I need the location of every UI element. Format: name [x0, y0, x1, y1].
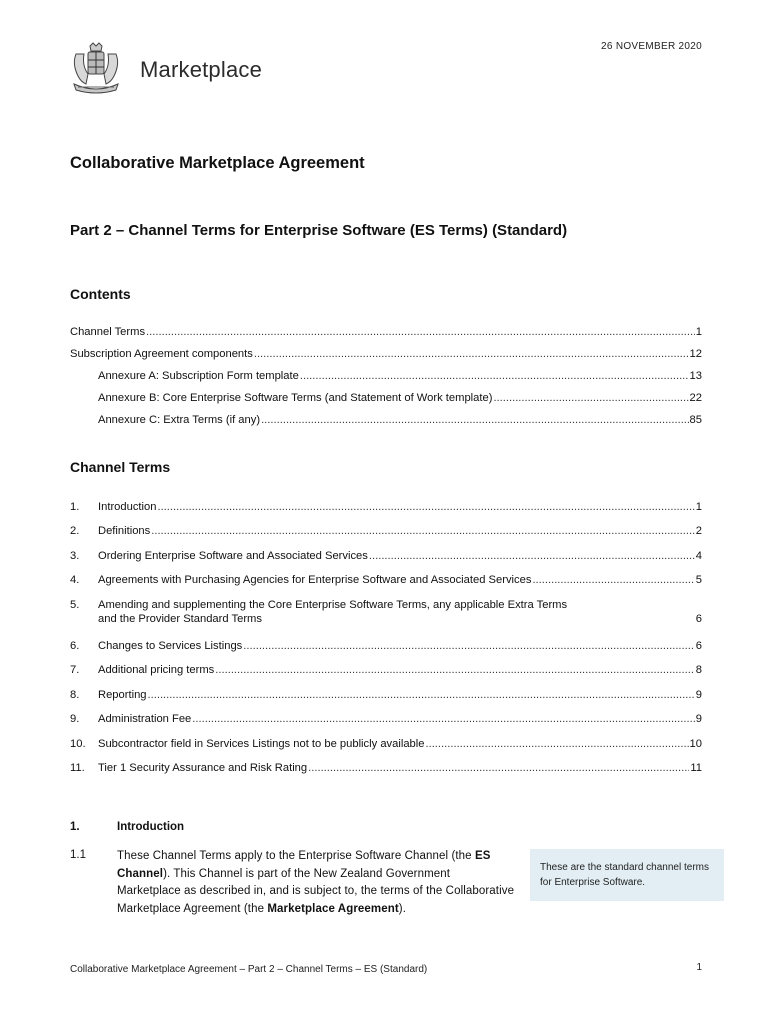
toc-entry-page: 11 [690, 762, 702, 774]
toc-entry-page: 12 [689, 348, 702, 360]
toc-entry[interactable] [70, 640, 702, 656]
toc-leader [148, 689, 695, 701]
toc-entry-label: Ordering Enterprise Software and Associated Services [98, 550, 368, 562]
nz-coat-of-arms-icon [68, 40, 124, 96]
paragraph-text-run: ). This Channel is part of the New Zealand Government Marketplace as described in, and is subject to, the terms of the Collaborative Marketplace Agreement (the [117, 867, 515, 915]
toc-leader [243, 640, 694, 652]
margin-note: These are the standard channel terms for Enterprise Software. [530, 849, 724, 901]
toc-entry[interactable] [98, 392, 702, 408]
toc-entry-page: 2 [695, 525, 702, 537]
toc-entry-label: Administration Fee [98, 713, 192, 725]
marketplace-logo [68, 40, 262, 96]
toc-entry-page: 22 [689, 392, 702, 404]
toc-entry[interactable] [70, 664, 702, 680]
toc-entry-page: 6 [695, 613, 702, 625]
toc-leader [261, 414, 688, 426]
toc-leader [254, 348, 689, 360]
toc-entry-number: 6. [70, 640, 80, 652]
toc-leader [425, 738, 688, 750]
toc-entry-label: Subcontractor field in Services Listings not to be publicly available [98, 738, 425, 750]
contents-heading: Contents [70, 286, 131, 302]
toc-entry-page: 9 [695, 689, 702, 701]
toc-entry-page: 10 [689, 738, 702, 750]
toc-entry[interactable] [70, 599, 702, 625]
toc-entry-page: 1 [695, 326, 702, 338]
toc-entry-label: Annexure B: Core Enterprise Software Terms (and Statement of Work template) [98, 392, 493, 404]
toc-entry-number: 7. [70, 664, 80, 676]
toc-leader [532, 574, 694, 586]
channel-terms-heading: Channel Terms [70, 459, 171, 475]
footer-page-number: 1 [696, 962, 702, 973]
toc-leader [300, 370, 689, 382]
toc-entry-label: Reporting [98, 689, 147, 701]
section-number: 1. [70, 821, 80, 833]
toc-entry[interactable] [70, 525, 702, 541]
toc-entry[interactable] [70, 689, 702, 705]
toc-leader [157, 501, 694, 513]
paragraph-number: 1.1 [70, 849, 86, 861]
toc-entry-number: 5. [70, 599, 80, 611]
toc-entry-page: 85 [689, 414, 702, 426]
toc-entry-page: 1 [695, 501, 702, 513]
toc-entry-label: Introduction [98, 501, 157, 513]
toc-entry-number: 1. [70, 501, 80, 513]
logo-text: Marketplace [140, 57, 263, 82]
toc-entry-label: Additional pricing terms [98, 664, 215, 676]
toc-entry-label: Tier 1 Security Assurance and Risk Rating [98, 762, 308, 774]
toc-entry-page: 9 [695, 713, 702, 725]
toc-leader [192, 713, 694, 725]
toc-entry-number: 4. [70, 574, 80, 586]
paragraph-text-run: These Channel Terms apply to the Enterprise Software Channel (the [117, 850, 475, 862]
toc-entry-page: 6 [695, 640, 702, 652]
toc-entry[interactable] [70, 326, 702, 342]
document-subtitle: Part 2 – Channel Terms for Enterprise Software (ES Terms) (Standard) [70, 222, 568, 239]
toc-leader [215, 664, 694, 676]
toc-entry-page: 4 [695, 550, 702, 562]
toc-entry-label: Definitions [98, 525, 151, 537]
toc-entry-number: 11. [70, 762, 85, 774]
defined-term: ES Channel [117, 850, 491, 880]
document-date: 26 NOVEMBER 2020 [601, 41, 702, 52]
toc-entry[interactable] [98, 414, 702, 430]
toc-entry-label: Annexure A: Subscription Form template [98, 370, 299, 382]
toc-entry[interactable] [70, 738, 702, 754]
toc-entry[interactable] [70, 550, 702, 566]
toc-entry[interactable] [70, 762, 702, 778]
toc-leader [369, 550, 695, 562]
toc-entry[interactable] [70, 574, 702, 590]
footer-text: Collaborative Marketplace Agreement – Part 2 – Channel Terms – ES (Standard) [70, 964, 428, 975]
toc-leader [493, 392, 688, 404]
toc-entry[interactable] [70, 713, 702, 729]
toc-entry[interactable] [98, 370, 702, 386]
document-title: Collaborative Marketplace Agreement [70, 154, 365, 172]
toc-entry-label: Subscription Agreement components [70, 348, 253, 360]
toc-entry-label: Changes to Services Listings [98, 640, 243, 652]
toc-entry-page: 5 [695, 574, 702, 586]
toc-leader [146, 326, 695, 338]
toc-entry-label: Annexure C: Extra Terms (if any) [98, 414, 261, 426]
toc-entry-number: 2. [70, 525, 80, 537]
defined-term: Marketplace Agreement [267, 902, 399, 915]
toc-entry-label: Amending and supplementing the Core Enterprise Software Terms, any applicable Extra Terms [98, 599, 568, 611]
toc-entry-number: 10. [70, 738, 86, 750]
toc-leader [151, 525, 695, 537]
toc-leader [308, 762, 689, 774]
toc-entry-label: Agreements with Purchasing Agencies for Enterprise Software and Associated Services [98, 574, 532, 586]
toc-entry[interactable] [70, 501, 702, 517]
toc-entry-number: 8. [70, 689, 80, 701]
toc-entry-label: Channel Terms [70, 326, 146, 338]
toc-entry-number: 9. [70, 713, 80, 725]
toc-entry[interactable] [70, 348, 702, 364]
paragraph-text [117, 848, 517, 918]
toc-entry-number: 3. [70, 550, 80, 562]
toc-entry-page: 8 [695, 664, 702, 676]
toc-entry-page: 13 [689, 370, 702, 382]
paragraph-text-run: ). [398, 902, 407, 915]
section-title: Introduction [117, 821, 185, 833]
toc-entry-label-continued: and the Provider Standard Terms [98, 613, 262, 625]
